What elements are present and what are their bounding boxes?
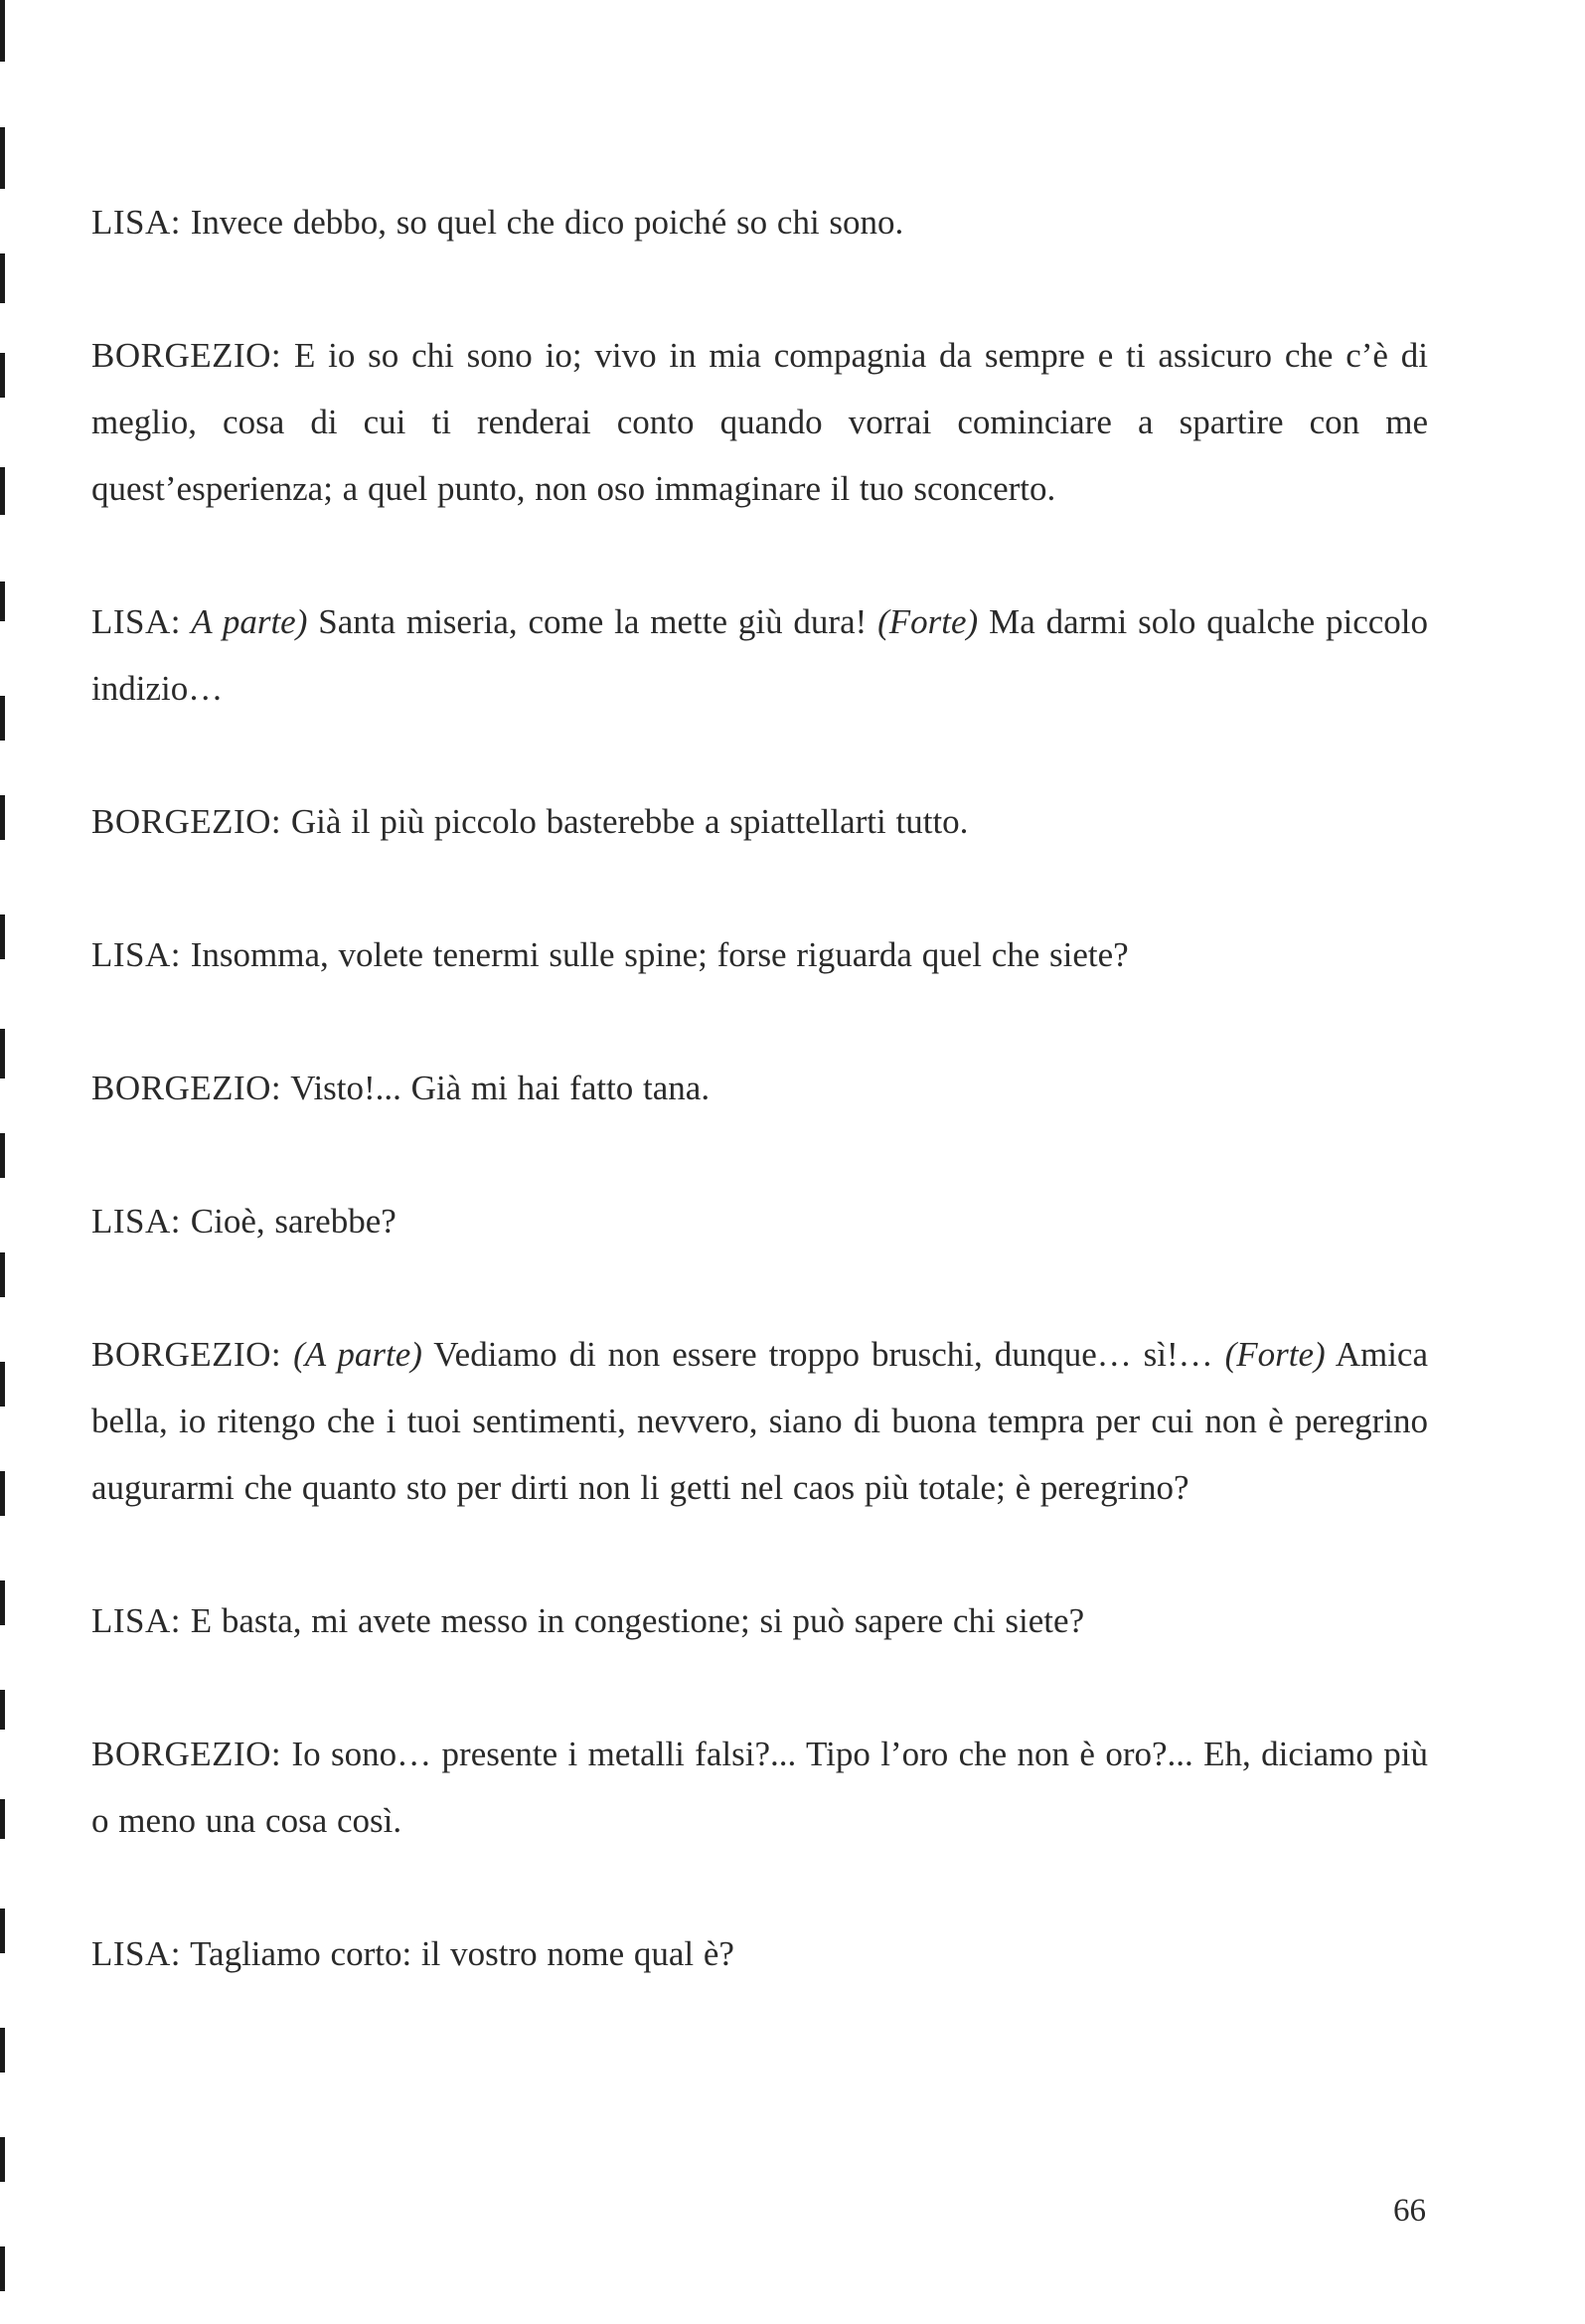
- dialogue-line: [91, 921, 1428, 988]
- dialogue-line: [91, 1188, 1428, 1254]
- spoken-text: Insomma, volete tenermi sulle spine; forse riguarda quel che siete?: [181, 935, 1129, 974]
- spoken-text: Io sono… presente i metalli falsi?... Tipo l’oro che non è oro?... Eh, diciamo più o meno una cosa così.: [91, 1735, 1428, 1840]
- speaker-name: BORGEZIO:: [91, 802, 282, 841]
- stage-direction: (Forte): [1224, 1335, 1326, 1374]
- dialogue-line: [91, 588, 1428, 722]
- speaker-name: BORGEZIO:: [91, 1069, 282, 1107]
- spoken-text: Vediamo di non essere troppo bruschi, dunque… sì!…: [421, 1335, 1225, 1374]
- spoken-text: Visto!... Già mi hai fatto tana.: [281, 1069, 711, 1107]
- dialogue-line: [91, 788, 1428, 855]
- speaker-name: LISA:: [91, 1934, 181, 1973]
- speaker-name: LISA:: [91, 203, 181, 242]
- dialogue-line: [91, 322, 1428, 522]
- stage-direction: A parte): [181, 602, 308, 641]
- spoken-text: Invece debbo, so quel che dico poiché so chi sono.: [181, 203, 904, 242]
- speaker-name: LISA:: [91, 935, 181, 974]
- page-number: 66: [1393, 2193, 1426, 2229]
- speaker-name: LISA:: [91, 1202, 181, 1241]
- play-dialogue: [91, 189, 1428, 1987]
- dialogue-line: [91, 1587, 1428, 1654]
- speaker-name: BORGEZIO:: [91, 336, 282, 375]
- spoken-text: Già il più piccolo basterebbe a spiattellarti tutto.: [281, 802, 969, 841]
- spoken-text: Cioè, sarebbe?: [181, 1202, 396, 1241]
- stage-direction: (A parte): [293, 1335, 422, 1374]
- spoken-text: Santa miseria, come la mette giù dura!: [307, 602, 878, 641]
- spoken-text: Tagliamo corto: il vostro nome qual è?: [181, 1934, 734, 1973]
- speaker-name: BORGEZIO:: [91, 1735, 282, 1773]
- dialogue-line: [91, 1321, 1428, 1521]
- dialogue-line: [91, 189, 1428, 255]
- speaker-name: BORGEZIO:: [91, 1335, 282, 1374]
- speaker-name: LISA:: [91, 602, 181, 641]
- scan-binding-edge: [0, 0, 6, 2324]
- spoken-text: E basta, mi avete messo in congestione; si può sapere chi siete?: [181, 1601, 1085, 1640]
- dialogue-line: [91, 1721, 1428, 1854]
- spoken-text: Amica bella, io ritengo che i tuoi sentimenti, nevvero, siano di buona tempra per cui non è peregrino augurarmi che quanto sto per dirti non li getti nel caos più totale; è peregrino?: [91, 1335, 1428, 1507]
- dialogue-line: [91, 1920, 1428, 1987]
- spoken-text: [281, 1335, 293, 1374]
- spoken-text: E io so chi sono io; vivo in mia compagnia da sempre e ti assicuro che c’è di meglio, cosa di cui ti renderai conto quando vorrai cominciare a spartire con me quest’esperienza; a quel punto, non oso immaginare il tuo sconcerto.: [91, 336, 1428, 508]
- stage-direction: (Forte): [877, 602, 979, 641]
- dialogue-line: [91, 1055, 1428, 1121]
- spoken-text: Ma darmi solo qualche piccolo indizio…: [91, 602, 1428, 708]
- speaker-name: LISA:: [91, 1601, 181, 1640]
